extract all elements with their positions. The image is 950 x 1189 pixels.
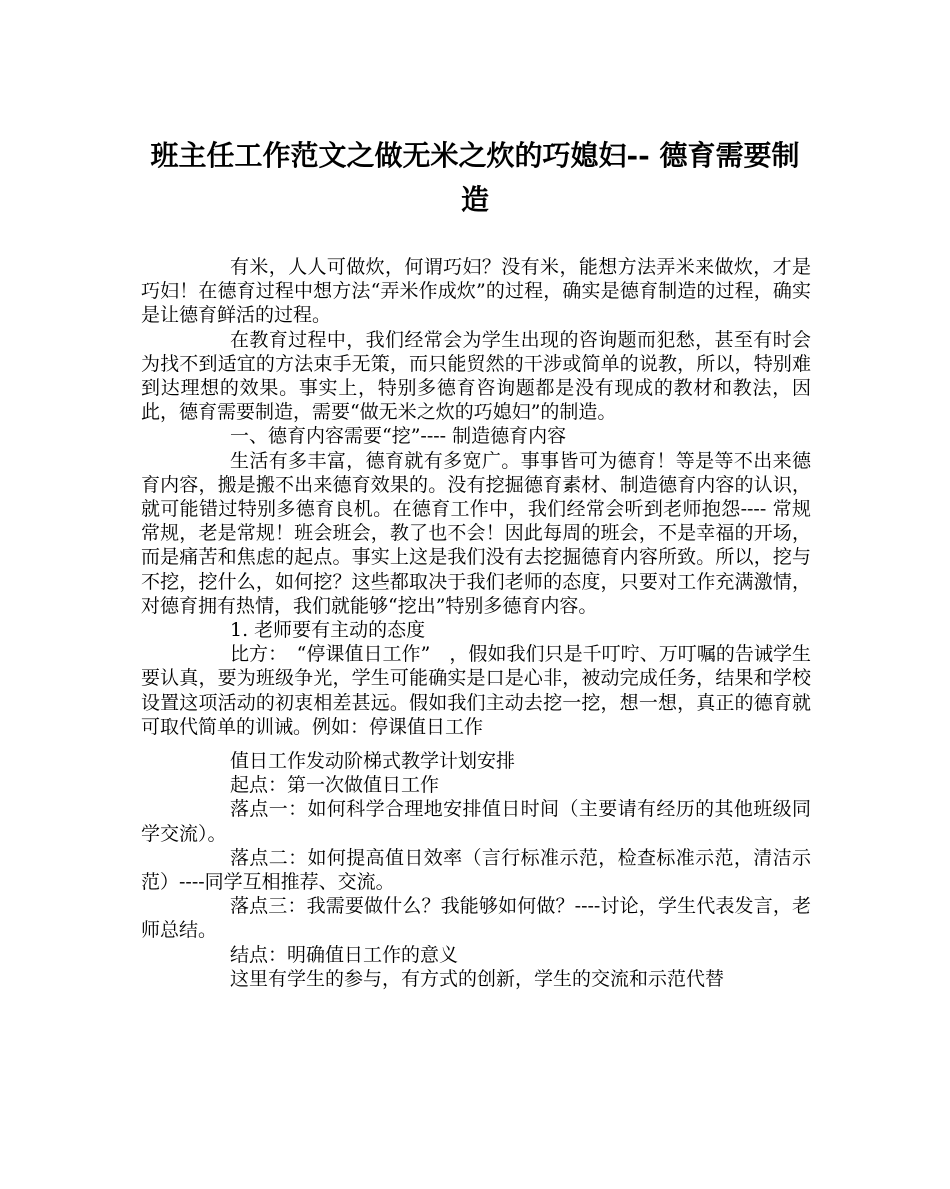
plan-end-point: 结点：明确值日工作的意义 [230, 943, 459, 966]
document-title-line-1: 班主任工作范文之做无米之炊的巧媳妇-- 德育需要制 [150, 139, 800, 172]
paragraph-intro: 有米，人人可做炊，何谓巧妇？没有米，能想方法弄米来做炊，才是巧妇！在德育过程中想方法“弄米作成炊”的过程，确实是德育制造的过程，确实是让德育鲜活的过程。 [141, 256, 811, 327]
paragraph-conclusion: 这里有学生的参与，有方式的创新，学生的交流和示范代替 [230, 967, 725, 990]
plan-point-3: 落点三：我需要做什么？我能够如何做？----讨论，学生代表发言，老师总结。 [141, 895, 811, 942]
plan-start-point: 起点：第一次做值日工作 [230, 774, 440, 797]
subheading-teacher-attitude: 1. 老师要有主动的态度 [230, 619, 426, 642]
plan-point-2: 落点二：如何提高值日效率（言行标准示范，检查标准示范，清洁示范）----同学互相推荐、交流。 [141, 846, 811, 894]
paragraph-example: 比方： “停课值日工作” ，假如我们只是千叮咛、万叮嘱的告诫学生要认真，要为班级争光，学生可能确实是口是心非，被动完成任务，结果和学校设置这项活动的初衷相差甚远。假如我们主动去挖一挖，想一想，真正的德育就可取代简单的训诫。例如：停课值日工作 [141, 643, 811, 738]
paragraph-life-rich: 生活有多丰富，德育就有多宽广。事事皆可为德育！等是等不出来德育内容，搬是搬不出来德育效果的。没有挖掘德育素材、制造德育内容的认识，就可能错过特别多德育良机。在德育工作中，我们经常会听到老师抱怨---- 常规常规，老是常规！班会班会，教了也不会！因此每周的班会，不是幸福的开场，而是痛苦和焦虑的起点。事实上这是我们没有去挖掘德育内容所致。所以，挖与不挖，挖什么，如何挖？这些都取决于我们老师的态度，只要对工作充满激情，对德育拥有热情，我们就能够“挖出”特别多德育内容。 [141, 449, 811, 617]
paragraph-education-process: 在教育过程中，我们经常会为学生出现的咨询题而犯愁，甚至有时会为找不到适宜的方法束手无策，而只能贸然的干涉或简单的说教，所以，特别难到达理想的效果。事实上，特别多德育咨询题都是没有现成的教材和教法，因此，德育需要制造，需要“做无米之炊的巧媳妇”的制造。 [141, 328, 811, 424]
section-heading-1: 一、德育内容需要“挖”---- 制造德育内容 [230, 425, 567, 448]
paragraph-gap [141, 739, 811, 749]
plan-title: 值日工作发动阶梯式教学计划安排 [230, 750, 516, 773]
plan-point-1: 落点一：如何科学合理地安排值日时间（主要请有经历的其他班级同学交流）。 [141, 798, 811, 845]
document-body [141, 255, 811, 991]
document-title-line-2: 造 [460, 183, 489, 216]
